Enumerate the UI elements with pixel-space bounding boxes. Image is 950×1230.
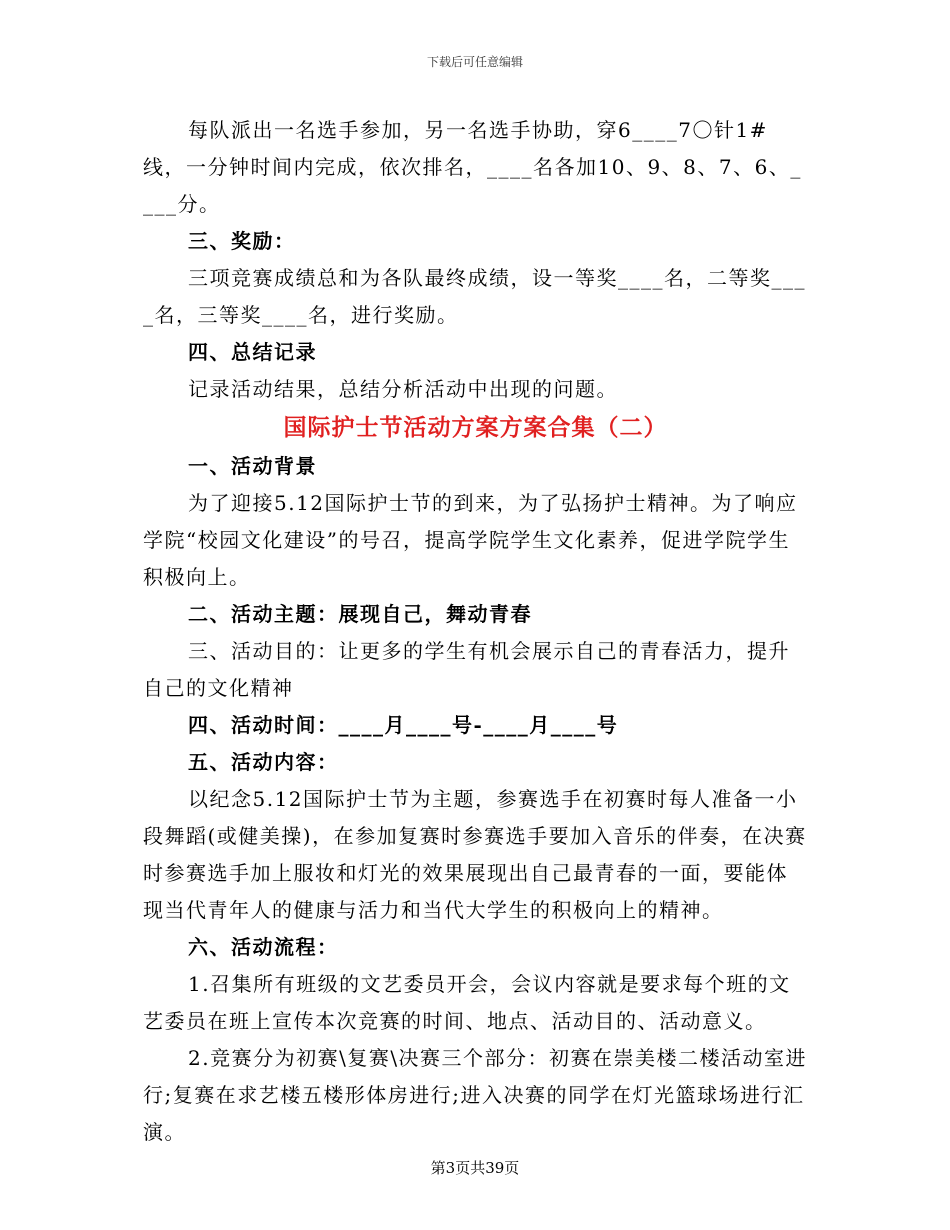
paragraph-process-1: 1.召集所有班级的文艺委员开会，会议内容就是要求每个班的文艺委员在班上宣传本次竞赛的时间、地点、活动目的、活动意义。 <box>143 972 791 1033</box>
paragraph-summary: 记录活动结果，总结分析活动中出现的问题。 <box>188 377 618 401</box>
heading-reward: 三、奖励： <box>188 229 296 253</box>
document-body <box>143 112 808 1151</box>
heading-time: 四、活动时间：____月____号-____月____号 <box>188 713 619 737</box>
heading-summary: 四、总结记录 <box>188 340 317 364</box>
page-footer: 第3页共39页 <box>430 1159 520 1177</box>
paragraph-reward: 三项竞赛成绩总和为各队最终成绩，设一等奖____名，二等奖____名，三等奖____名，进行奖励。 <box>143 266 806 327</box>
paragraph-content: 以纪念5.12国际护士节为主题，参赛选手在初赛时每人准备一小段舞蹈(或健美操)，在参加复赛时参赛选手要加入音乐的伴奏，在决赛时参赛选手加上服妆和灯光的效果展现出自己最青春的一面，要能体现当代青年人的健康与活力和当代大学生的积极向上的精神。 <box>143 787 807 922</box>
paragraph-process-2: 2.竞赛分为初赛\复赛\决赛三个部分：初赛在崇美楼二楼活动室进行;复赛在求艺楼五楼形体房进行;进入决赛的同学在灯光篮球场进行汇演。 <box>143 1046 808 1144</box>
heading-content: 五、活动内容： <box>188 750 339 774</box>
heading-process: 六、活动流程： <box>188 935 339 959</box>
paragraph-purpose: 三、活动目的：让更多的学生有机会展示自己的青春活力，提升自己的文化精神 <box>143 639 790 700</box>
heading-theme: 二、活动主题：展现自己，舞动青春 <box>188 602 532 626</box>
paragraph-contest-rule: 每队派出一名选手参加，另一名选手协助，穿6____7〇针1#线，一分钟时间内完成，依次排名，____名各加10、9、8、7、6、____分。 <box>143 118 802 216</box>
paragraph-background: 为了迎接5.12国际护士节的到来，为了弘扬护士精神。为了响应学院“校园文化建设”的号召，提高学院学生文化素养，促进学院学生积极向上。 <box>143 491 798 589</box>
section-title: 国际护士节活动方案方案合集（二） <box>283 414 668 441</box>
page-header: 下载后可任意编辑 <box>426 55 523 69</box>
heading-background: 一、活动背景 <box>188 454 317 478</box>
